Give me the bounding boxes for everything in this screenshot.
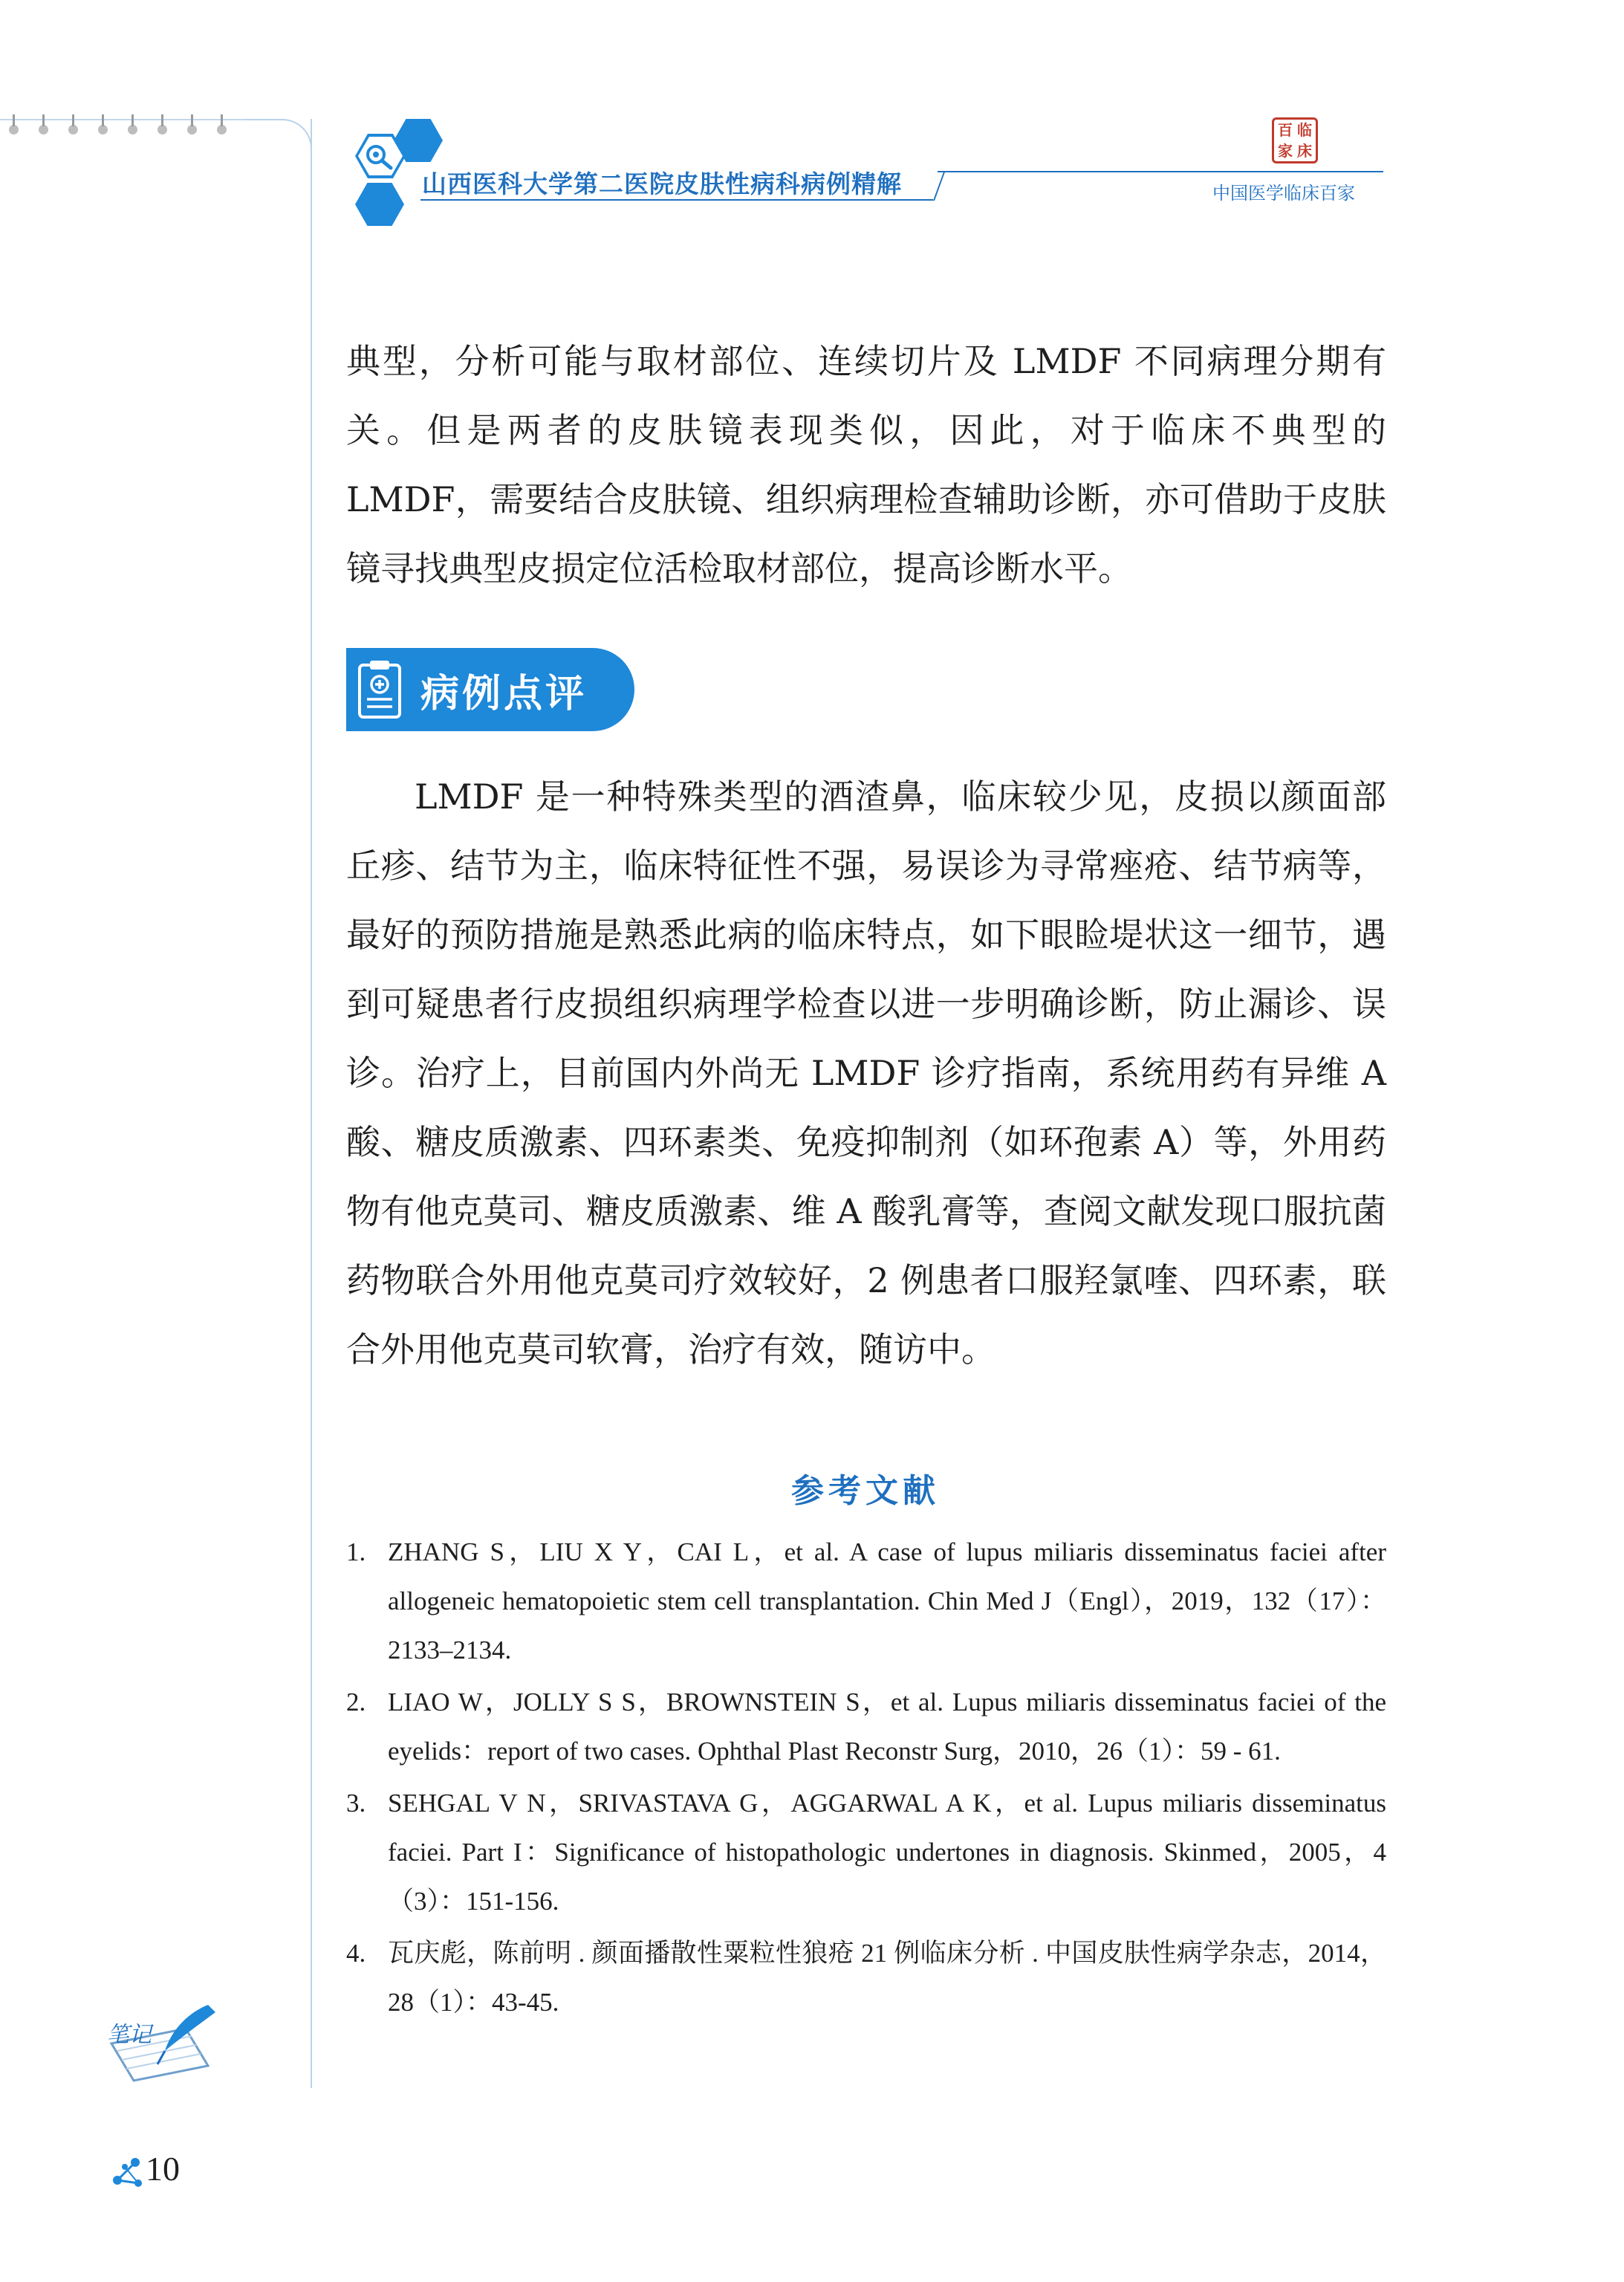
clipboard-icon [357, 659, 403, 720]
header-rule [420, 199, 933, 201]
binding-ring [98, 125, 108, 134]
reference-number: 3. [346, 1789, 366, 1818]
reference-number: 2. [346, 1688, 366, 1717]
magnifier-hexagon-icon [361, 141, 400, 172]
series-name: 中国医学临床百家 [1212, 183, 1355, 204]
reference-item [346, 1929, 1386, 2027]
reference-text: ZHANG S，LIU X Y，CAI L，et al. A case of lupus miliaris disseminatus faciei after allogeneic hematopoietic stem cell transplantation. Chin Med J（Engl），2019，132（17）：2133–2134. [388, 1537, 1386, 1665]
book-title: 山西医科大学第二医院皮肤性病科病例精解 [422, 169, 902, 198]
binding-ring [9, 125, 19, 134]
margin-curve [245, 119, 312, 149]
header-rule-slant [933, 171, 946, 201]
binding-ring [187, 125, 197, 134]
reference-number: 4. [346, 1939, 366, 1968]
references-heading: 参考文献 [791, 1472, 940, 1510]
references-list [346, 1528, 1386, 2030]
binding-ring [68, 125, 78, 134]
reference-text: 瓦庆彪，陈前明 . 颜面播散性粟粒性狼疮 21 例临床分析 . 中国皮肤性病学杂志，2014，28（1）：43-45. [388, 1939, 1386, 2017]
notes-label: 笔记 [107, 2022, 152, 2048]
section-title: 病例点评 [420, 671, 588, 716]
body-paragraph: 典型，分析可能与取材部位、连续切片及 LMDF 不同病理分期有关。但是两者的皮肤镜表现类似，因此，对于临床不典型的 LMDF，需要结合皮肤镜、组织病理检查辅助诊断，亦可借助于皮肤镜寻找典型皮损定位活检取材部位，提高诊断水平。 [346, 341, 1386, 589]
reference-number: 1. [346, 1537, 366, 1566]
series-seal-logo: 百 临 家 床 [1272, 117, 1318, 163]
binding-ring [39, 125, 48, 134]
binding-ring [217, 125, 227, 134]
binding-ring [128, 125, 137, 134]
header-rule [938, 171, 1383, 172]
reference-text: SEHGAL V N，SRIVASTAVA G，AGGARWAL A K，et al. Lupus miliaris disseminatus faciei. Part I：Significance of histopathologic undertones in diagnosis. Skinmed，2005，4（3）：151-156. [388, 1789, 1386, 1916]
binding-ring [157, 125, 167, 134]
reference-item [346, 1528, 1386, 1675]
header-hexagon [355, 183, 404, 226]
reference-item [346, 1678, 1386, 1776]
reference-text: LIAO W，JOLLY S S，BROWNSTEIN S，et al. Lupus miliaris disseminatus faciei of the eyelids：report of two cases. Ophthal Plast Reconstr Surg，2010，26（1）：59 - 61. [388, 1688, 1386, 1766]
body-paragraph: LMDF 是一种特殊类型的酒渣鼻，临床较少见，皮损以颜面部丘疹、结节为主，临床特征性不强，易误诊为寻常痤疮、结节病等，最好的预防措施是熟悉此病的临床特点，如下眼睑堤状这一细节，遇到可疑患者行皮损组织病理学检查以进一步明确诊断，防止漏诊、误诊。治疗上，目前国内外尚无 LMDF 诊疗指南，系统用药有异维 A 酸、糖皮质激素、四环素类、免疫抑制剂（如环孢素 A）等，外用药物有他克莫司、糖皮质激素、维 A 酸乳膏等，查阅文献发现口服抗菌药物联合外用他克莫司疗效较好，2 例患者口服羟氯喹、四环素，联合外用他克莫司软膏，治疗有效，随访中。 [346, 777, 1386, 1369]
molecule-icon [110, 2155, 146, 2191]
section-heading [346, 648, 634, 731]
page-number: 10 [146, 2150, 180, 2188]
reference-item [346, 1779, 1386, 1926]
notebook-quill-icon [97, 1999, 230, 2088]
binding-bar [0, 119, 247, 120]
margin-rule [311, 119, 312, 2088]
